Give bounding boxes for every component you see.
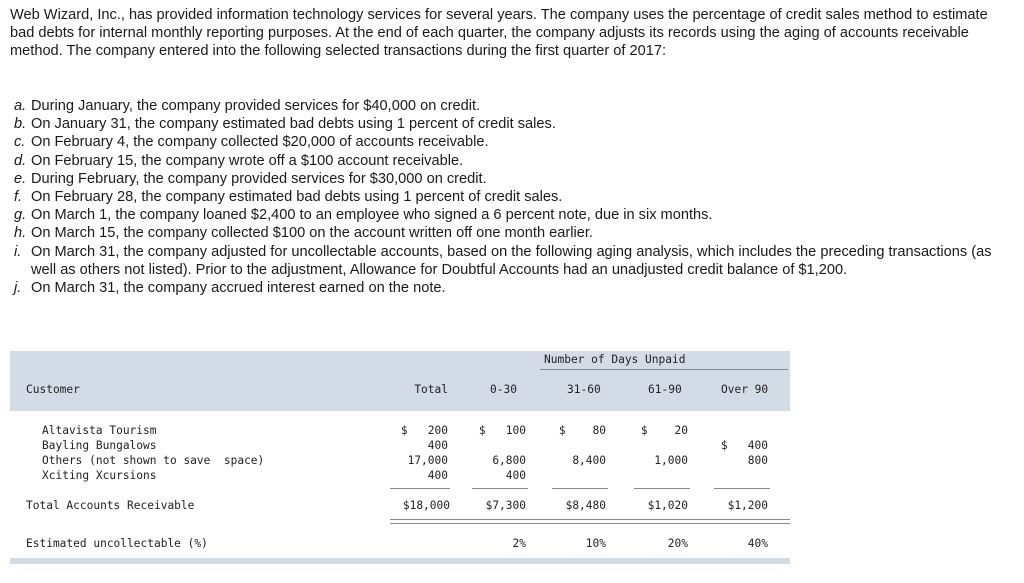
- item-letter: e.: [14, 170, 27, 187]
- transaction-item: [14, 170, 1004, 188]
- total-double-rule-bottom: [390, 523, 790, 524]
- estimate-31-60: 10%: [585, 537, 606, 550]
- item-text: On March 31, the company adjusted for uncollectable accounts, based on the following aging analysis, which includes the preceding transactions (as well as others not listed). Prior to the adjustment, Allowance for Doubtful Accounts had an unadjusted credit balance of $1,200.: [31, 243, 992, 278]
- total-double-rule-top: [390, 519, 790, 520]
- item-text: On March 1, the company loaned $2,400 to an employee who signed a 6 percent note, due in six months.: [31, 207, 713, 224]
- group-header: Number of Days Unpaid: [544, 353, 686, 366]
- transaction-item: [14, 206, 1004, 224]
- item-text: On March 15, the company collected $100 on the account written off one month earlier.: [31, 225, 593, 242]
- item-text: On March 31, the company accrued interest earned on the note.: [31, 280, 446, 297]
- transaction-item: [14, 188, 1004, 206]
- transaction-item: [14, 115, 1004, 133]
- transaction-item: [14, 97, 1004, 115]
- row-customer: Others (not shown to save space): [42, 454, 265, 467]
- total-row-0-30: $7,300: [485, 499, 526, 512]
- item-letter: i.: [14, 243, 22, 260]
- estimate-over-90: 40%: [747, 537, 768, 550]
- item-letter: d.: [14, 152, 27, 169]
- transaction-list: [14, 97, 1004, 297]
- transaction-item: [14, 224, 1004, 242]
- transaction-item: [14, 279, 1004, 297]
- col-header-0-30: 0-30: [490, 383, 517, 396]
- subtotal-rule-31-60: [552, 488, 608, 489]
- row-31-60: $ 80: [558, 424, 606, 437]
- item-text: On February 28, the company estimated bad debts using 1 percent of credit sales.: [31, 189, 563, 206]
- total-row-total: $18,000: [402, 499, 450, 512]
- total-row-61-90: $1,020: [647, 499, 688, 512]
- aging-table: [10, 351, 790, 583]
- transaction-item: [14, 152, 1004, 170]
- item-letter: b.: [14, 116, 27, 133]
- total-row-31-60: $8,480: [565, 499, 606, 512]
- subtotal-rule-0-30: [472, 488, 528, 489]
- row-customer: Bayling Bungalows: [42, 439, 157, 452]
- item-text: On February 4, the company collected $20,000 of accounts receivable.: [31, 134, 489, 151]
- col-header-31-60: 31-60: [567, 383, 601, 396]
- estimate-row-label: Estimated uncollectable (%): [26, 537, 208, 550]
- subtotal-rule-total: [390, 488, 450, 489]
- transaction-item: [14, 243, 1004, 279]
- row-61-90: 1,000: [654, 454, 688, 467]
- row-total: 400: [427, 439, 448, 452]
- transaction-item: [14, 133, 1004, 151]
- row-total: 17,000: [407, 454, 448, 467]
- row-0-30: 400: [505, 469, 526, 482]
- row-0-30: 6,800: [492, 454, 526, 467]
- col-header-total: Total: [414, 383, 448, 396]
- subtotal-rule-61-90: [634, 488, 690, 489]
- row-total: $ 200: [400, 424, 448, 437]
- item-letter: h.: [14, 225, 27, 242]
- total-row-over-90: $1,200: [727, 499, 768, 512]
- item-text: On January 31, the company estimated bad debts using 1 percent of credit sales.: [31, 116, 556, 133]
- item-letter: c.: [14, 134, 26, 151]
- item-letter: g.: [14, 207, 27, 224]
- row-customer: Xciting Xcursions: [42, 469, 157, 482]
- item-text: During January, the company provided services for $40,000 on credit.: [31, 98, 481, 114]
- row-0-30: $ 100: [478, 424, 526, 437]
- group-header-rule: [540, 369, 788, 370]
- row-over-90: $ 400: [720, 439, 768, 452]
- row-total: 400: [427, 469, 448, 482]
- col-header-61-90: 61-90: [648, 383, 682, 396]
- item-text: During February, the company provided services for $30,000 on credit.: [31, 170, 487, 187]
- table-footer-band: [10, 558, 790, 564]
- item-letter: a.: [14, 98, 27, 114]
- row-over-90: 800: [747, 454, 768, 467]
- col-header-over-90: Over 90: [721, 383, 769, 396]
- problem-intro: Web Wizard, Inc., has provided information technology services for several years. The company uses the percentage of credit sales method to estimate bad debts for internal monthly reporting purposes. At the end of each quarter, the company adjusts its records using the aging of accounts receivable method. The company entered into the following selected transactions during the first quarter of 2017:: [10, 7, 988, 60]
- estimate-0-30: 2%: [512, 537, 526, 550]
- total-row-label: Total Accounts Receivable: [26, 499, 195, 512]
- item-letter: j.: [14, 280, 22, 297]
- row-customer: Altavista Tourism: [42, 424, 157, 437]
- item-text: On February 15, the company wrote off a $100 account receivable.: [31, 152, 464, 169]
- col-header-customer: Customer: [26, 383, 80, 396]
- row-31-60: 8,400: [572, 454, 606, 467]
- estimate-61-90: 20%: [667, 537, 688, 550]
- row-61-90: $ 20: [640, 424, 688, 437]
- subtotal-rule-over-90: [714, 488, 770, 489]
- item-letter: f.: [14, 189, 23, 206]
